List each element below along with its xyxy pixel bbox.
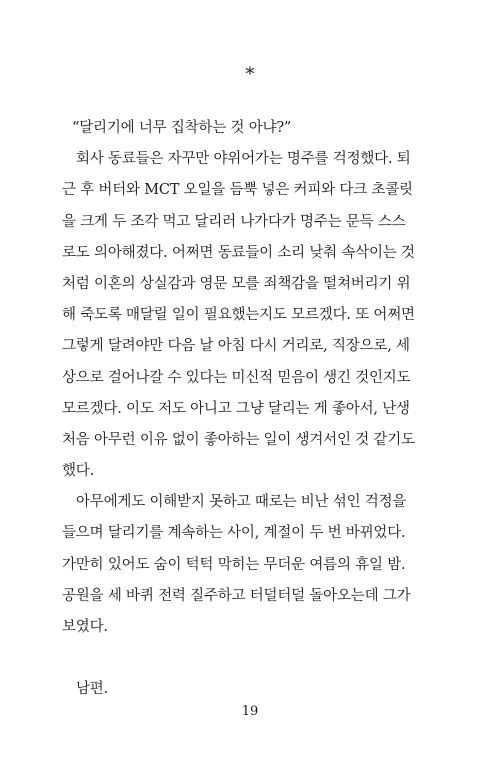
- text-line: 회사 동료들은 자꾸만 야위어가는 명주를 걱정했다. 퇴: [76, 151, 411, 168]
- text-line: 아무에게도 이해받지 못하고 때로는 비난 섞인 걱정을: [76, 494, 407, 511]
- text-line: 보였다.: [62, 619, 108, 635]
- text-line: 남편.: [76, 681, 109, 698]
- text-line: 공원을 세 바퀴 전력 질주하고 터덜터덜 돌아오는데 그가: [62, 587, 411, 604]
- page-number: 19: [241, 704, 259, 719]
- text-line: 상으로 걸어나갈 수 있다는 미신적 믿음이 생긴 것인지도: [62, 369, 411, 386]
- section-break-mark: *: [245, 64, 255, 85]
- text-line-dialogue: “달리기에 너무 집착하는 것 아냐?”: [72, 120, 292, 136]
- text-line: 로도 의아해졌다. 어쩌면 동료들이 소리 낮춰 속삭이는 것: [62, 244, 415, 261]
- paragraph-gap: [62, 643, 444, 674]
- body-text: [62, 113, 444, 706]
- text-line: 가만히 있어도 숨이 턱턱 막히는 무더운 여름의 휴일 밤.: [62, 556, 406, 573]
- text-line: 근 후 버터와 MCT 오일을 듬뿍 넣은 커피와 다크 초콜릿: [62, 182, 413, 199]
- text-line: 들으며 달리기를 계속하는 사이, 계절이 두 번 바뀌었다.: [62, 525, 406, 542]
- text-line: 해 죽도록 매달릴 일이 필요했는지도 모르겠다. 또 어쩌면: [62, 307, 415, 324]
- text-line: 그렇게 달려야만 다음 날 아침 다시 거리로, 직장으로, 세: [62, 338, 410, 355]
- text-line: 처음 아무런 이유 없이 좋아하는 일이 생겨서인 것 같기도: [62, 431, 415, 448]
- text-line: 모르겠다. 이도 저도 아니고 그냥 달리는 게 좋아서, 난생: [62, 400, 410, 417]
- text-line: 을 크게 두 조각 먹고 달리러 나가다가 명주는 문득 스스: [62, 213, 406, 230]
- text-line: 처럼 이혼의 상실감과 영문 모를 죄책감을 떨쳐버리기 위: [62, 275, 411, 292]
- text-line: 했다.: [62, 463, 95, 480]
